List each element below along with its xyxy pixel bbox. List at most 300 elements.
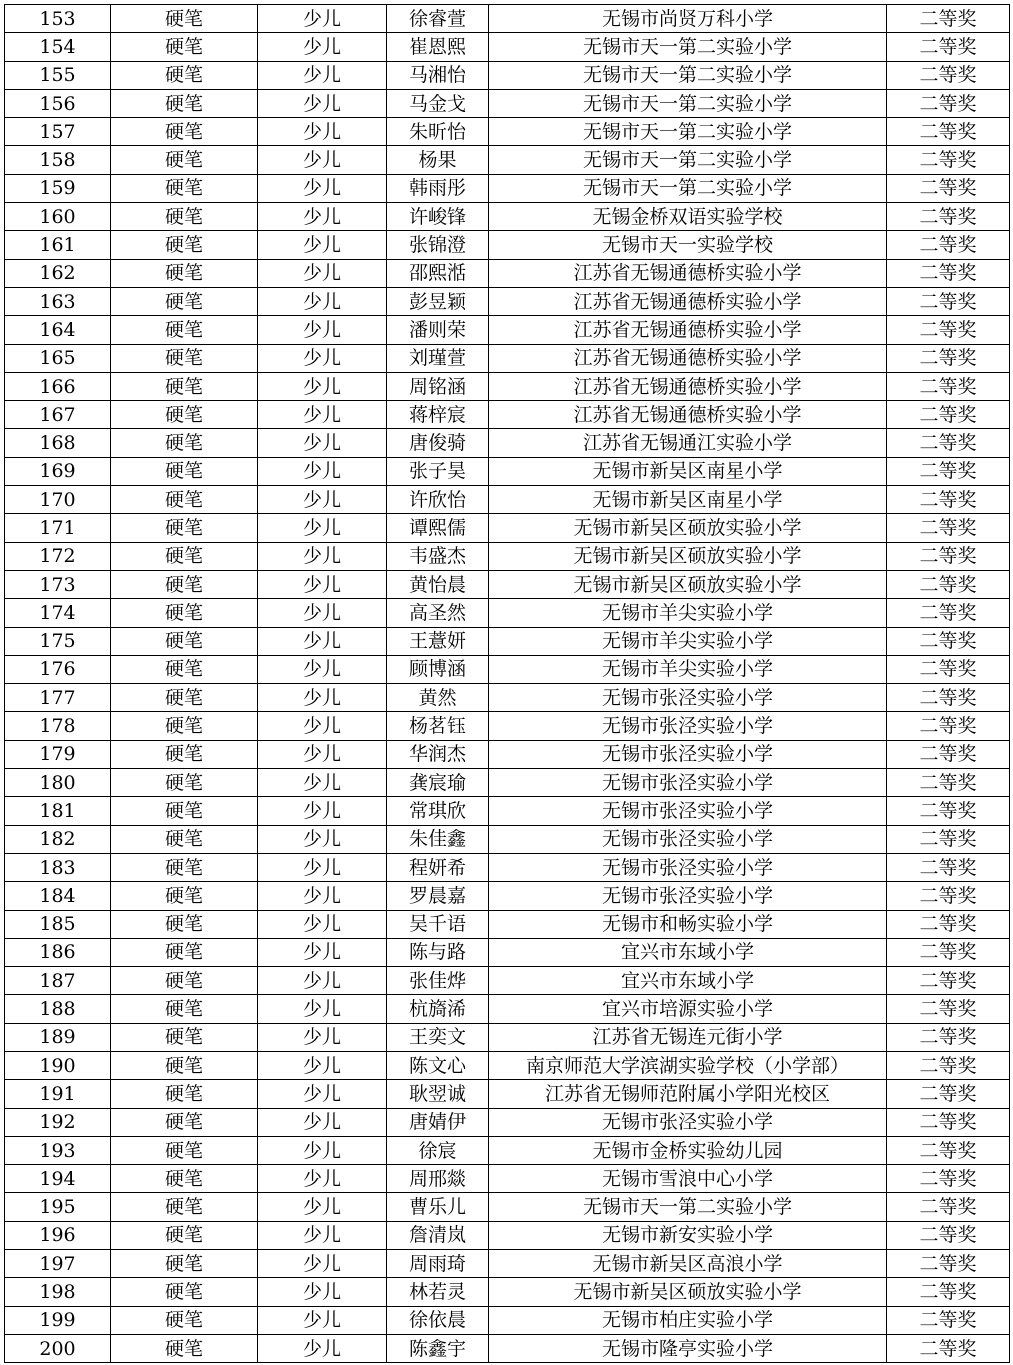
name-cell: 刘瑾萱: [387, 344, 489, 372]
group-cell: 少儿: [258, 514, 387, 542]
award-cell: 二等奖: [887, 1334, 1010, 1362]
category-cell: 硬笔: [111, 1080, 258, 1108]
name-cell: 周铭涵: [387, 372, 489, 400]
row-number-cell: 163: [5, 287, 111, 315]
table-row: [5, 89, 1010, 117]
name-cell: 许欣怡: [387, 486, 489, 514]
row-number-cell: 173: [5, 570, 111, 598]
table-row: [5, 287, 1010, 315]
table-row: [5, 457, 1010, 485]
group-cell: 少儿: [258, 486, 387, 514]
table-row: [5, 1023, 1010, 1051]
award-cell: 二等奖: [887, 372, 1010, 400]
table-row: [5, 486, 1010, 514]
school-cell: 无锡市羊尖实验小学: [489, 655, 887, 683]
award-cell: 二等奖: [887, 1193, 1010, 1221]
group-cell: 少儿: [258, 1334, 387, 1362]
category-cell: 硬笔: [111, 825, 258, 853]
name-cell: 杨茗钰: [387, 712, 489, 740]
category-cell: 硬笔: [111, 1108, 258, 1136]
school-cell: 无锡市天一第二实验小学: [489, 174, 887, 202]
group-cell: 少儿: [258, 1080, 387, 1108]
group-cell: 少儿: [258, 372, 387, 400]
award-cell: 二等奖: [887, 316, 1010, 344]
award-cell: 二等奖: [887, 203, 1010, 231]
category-cell: 硬笔: [111, 1250, 258, 1278]
row-number-cell: 191: [5, 1080, 111, 1108]
row-number-cell: 176: [5, 655, 111, 683]
school-cell: 宜兴市东域小学: [489, 938, 887, 966]
award-list-table: [4, 4, 1010, 1363]
table-row: [5, 1306, 1010, 1334]
category-cell: 硬笔: [111, 287, 258, 315]
table-row: [5, 599, 1010, 627]
award-cell: 二等奖: [887, 5, 1010, 33]
category-cell: 硬笔: [111, 429, 258, 457]
row-number-cell: 156: [5, 89, 111, 117]
table-row: [5, 995, 1010, 1023]
name-cell: 华润杰: [387, 740, 489, 768]
row-number-cell: 186: [5, 938, 111, 966]
name-cell: 黄然: [387, 684, 489, 712]
award-cell: 二等奖: [887, 1108, 1010, 1136]
row-number-cell: 172: [5, 542, 111, 570]
group-cell: 少儿: [258, 1136, 387, 1164]
table-row: [5, 429, 1010, 457]
name-cell: 高圣然: [387, 599, 489, 627]
award-cell: 二等奖: [887, 542, 1010, 570]
school-cell: 无锡市新吴区硕放实验小学: [489, 570, 887, 598]
category-cell: 硬笔: [111, 910, 258, 938]
school-cell: 无锡市新吴区硕放实验小学: [489, 542, 887, 570]
name-cell: 徐依晨: [387, 1306, 489, 1334]
table-row: [5, 570, 1010, 598]
category-cell: 硬笔: [111, 1136, 258, 1164]
award-cell: 二等奖: [887, 146, 1010, 174]
table-row: [5, 797, 1010, 825]
row-number-cell: 198: [5, 1278, 111, 1306]
row-number-cell: 199: [5, 1306, 111, 1334]
award-cell: 二等奖: [887, 655, 1010, 683]
name-cell: 曹乐儿: [387, 1193, 489, 1221]
row-number-cell: 189: [5, 1023, 111, 1051]
row-number-cell: 179: [5, 740, 111, 768]
name-cell: 张佳烨: [387, 967, 489, 995]
name-cell: 许峻锋: [387, 203, 489, 231]
school-cell: 无锡市新吴区硕放实验小学: [489, 514, 887, 542]
group-cell: 少儿: [258, 429, 387, 457]
table-row: [5, 825, 1010, 853]
row-number-cell: 160: [5, 203, 111, 231]
category-cell: 硬笔: [111, 797, 258, 825]
category-cell: 硬笔: [111, 1221, 258, 1249]
award-cell: 二等奖: [887, 514, 1010, 542]
table-row: [5, 1051, 1010, 1079]
name-cell: 周邢燚: [387, 1165, 489, 1193]
row-number-cell: 177: [5, 684, 111, 712]
category-cell: 硬笔: [111, 372, 258, 400]
group-cell: 少儿: [258, 995, 387, 1023]
row-number-cell: 183: [5, 853, 111, 881]
table-row: [5, 174, 1010, 202]
category-cell: 硬笔: [111, 203, 258, 231]
row-number-cell: 178: [5, 712, 111, 740]
school-cell: 无锡市天一第二实验小学: [489, 89, 887, 117]
group-cell: 少儿: [258, 316, 387, 344]
table-row: [5, 401, 1010, 429]
group-cell: 少儿: [258, 542, 387, 570]
category-cell: 硬笔: [111, 1051, 258, 1079]
table-row: [5, 118, 1010, 146]
table-row: [5, 769, 1010, 797]
category-cell: 硬笔: [111, 740, 258, 768]
table-row: [5, 1250, 1010, 1278]
category-cell: 硬笔: [111, 655, 258, 683]
school-cell: 无锡市柏庄实验小学: [489, 1306, 887, 1334]
school-cell: 无锡市张泾实验小学: [489, 825, 887, 853]
award-cell: 二等奖: [887, 1221, 1010, 1249]
row-number-cell: 154: [5, 33, 111, 61]
group-cell: 少儿: [258, 1108, 387, 1136]
name-cell: 吴千语: [387, 910, 489, 938]
award-cell: 二等奖: [887, 712, 1010, 740]
school-cell: 无锡市张泾实验小学: [489, 882, 887, 910]
name-cell: 韩雨彤: [387, 174, 489, 202]
name-cell: 徐宸: [387, 1136, 489, 1164]
category-cell: 硬笔: [111, 1278, 258, 1306]
name-cell: 陈文心: [387, 1051, 489, 1079]
name-cell: 唐俊骑: [387, 429, 489, 457]
group-cell: 少儿: [258, 1051, 387, 1079]
row-number-cell: 159: [5, 174, 111, 202]
award-cell: 二等奖: [887, 287, 1010, 315]
name-cell: 王奕文: [387, 1023, 489, 1051]
category-cell: 硬笔: [111, 316, 258, 344]
table-row: [5, 712, 1010, 740]
award-cell: 二等奖: [887, 401, 1010, 429]
school-cell: 无锡市张泾实验小学: [489, 740, 887, 768]
school-cell: 无锡市雪浪中心小学: [489, 1165, 887, 1193]
school-cell: 无锡市和畅实验小学: [489, 910, 887, 938]
row-number-cell: 153: [5, 5, 111, 33]
school-cell: 无锡市天一第二实验小学: [489, 146, 887, 174]
award-cell: 二等奖: [887, 684, 1010, 712]
award-list-body: [5, 5, 1010, 1363]
name-cell: 马湘怡: [387, 61, 489, 89]
category-cell: 硬笔: [111, 1023, 258, 1051]
award-cell: 二等奖: [887, 938, 1010, 966]
table-row: [5, 1108, 1010, 1136]
school-cell: 江苏省无锡通德桥实验小学: [489, 344, 887, 372]
award-cell: 二等奖: [887, 797, 1010, 825]
school-cell: 江苏省无锡通德桥实验小学: [489, 372, 887, 400]
school-cell: 无锡金桥双语实验学校: [489, 203, 887, 231]
award-cell: 二等奖: [887, 1165, 1010, 1193]
table-row: [5, 655, 1010, 683]
school-cell: 无锡市张泾实验小学: [489, 853, 887, 881]
name-cell: 彭昱颖: [387, 287, 489, 315]
award-cell: 二等奖: [887, 1278, 1010, 1306]
category-cell: 硬笔: [111, 344, 258, 372]
name-cell: 潘则荣: [387, 316, 489, 344]
school-cell: 无锡市天一第二实验小学: [489, 61, 887, 89]
table-row: [5, 1136, 1010, 1164]
school-cell: 江苏省无锡通德桥实验小学: [489, 316, 887, 344]
row-number-cell: 168: [5, 429, 111, 457]
category-cell: 硬笔: [111, 769, 258, 797]
name-cell: 王薏妍: [387, 627, 489, 655]
category-cell: 硬笔: [111, 231, 258, 259]
school-cell: 无锡市羊尖实验小学: [489, 627, 887, 655]
row-number-cell: 157: [5, 118, 111, 146]
award-cell: 二等奖: [887, 1080, 1010, 1108]
category-cell: 硬笔: [111, 1165, 258, 1193]
name-cell: 蒋梓宸: [387, 401, 489, 429]
award-cell: 二等奖: [887, 1023, 1010, 1051]
row-number-cell: 158: [5, 146, 111, 174]
name-cell: 常琪欣: [387, 797, 489, 825]
category-cell: 硬笔: [111, 61, 258, 89]
category-cell: 硬笔: [111, 514, 258, 542]
row-number-cell: 182: [5, 825, 111, 853]
award-cell: 二等奖: [887, 89, 1010, 117]
name-cell: 张子昊: [387, 457, 489, 485]
row-number-cell: 171: [5, 514, 111, 542]
name-cell: 程妍希: [387, 853, 489, 881]
award-cell: 二等奖: [887, 1051, 1010, 1079]
row-number-cell: 193: [5, 1136, 111, 1164]
group-cell: 少儿: [258, 1306, 387, 1334]
name-cell: 朱佳鑫: [387, 825, 489, 853]
table-row: [5, 146, 1010, 174]
school-cell: 江苏省无锡师范附属小学阳光校区: [489, 1080, 887, 1108]
table-row: [5, 259, 1010, 287]
award-cell: 二等奖: [887, 599, 1010, 627]
name-cell: 陈与路: [387, 938, 489, 966]
school-cell: 无锡市新吴区硕放实验小学: [489, 1278, 887, 1306]
category-cell: 硬笔: [111, 486, 258, 514]
category-cell: 硬笔: [111, 5, 258, 33]
name-cell: 龚宸瑜: [387, 769, 489, 797]
row-number-cell: 181: [5, 797, 111, 825]
category-cell: 硬笔: [111, 995, 258, 1023]
group-cell: 少儿: [258, 967, 387, 995]
award-cell: 二等奖: [887, 61, 1010, 89]
award-cell: 二等奖: [887, 174, 1010, 202]
award-cell: 二等奖: [887, 1306, 1010, 1334]
name-cell: 谭熙儒: [387, 514, 489, 542]
group-cell: 少儿: [258, 853, 387, 881]
award-cell: 二等奖: [887, 769, 1010, 797]
group-cell: 少儿: [258, 146, 387, 174]
category-cell: 硬笔: [111, 599, 258, 627]
school-cell: 江苏省无锡通德桥实验小学: [489, 259, 887, 287]
table-row: [5, 372, 1010, 400]
group-cell: 少儿: [258, 684, 387, 712]
name-cell: 周雨琦: [387, 1250, 489, 1278]
category-cell: 硬笔: [111, 712, 258, 740]
school-cell: 无锡市新吴区高浪小学: [489, 1250, 887, 1278]
category-cell: 硬笔: [111, 401, 258, 429]
school-cell: 无锡市张泾实验小学: [489, 769, 887, 797]
group-cell: 少儿: [258, 259, 387, 287]
category-cell: 硬笔: [111, 174, 258, 202]
award-cell: 二等奖: [887, 486, 1010, 514]
group-cell: 少儿: [258, 5, 387, 33]
table-row: [5, 542, 1010, 570]
group-cell: 少儿: [258, 287, 387, 315]
row-number-cell: 162: [5, 259, 111, 287]
group-cell: 少儿: [258, 174, 387, 202]
row-number-cell: 196: [5, 1221, 111, 1249]
category-cell: 硬笔: [111, 627, 258, 655]
table-row: [5, 853, 1010, 881]
table-row: [5, 1221, 1010, 1249]
name-cell: 马金戈: [387, 89, 489, 117]
group-cell: 少儿: [258, 1023, 387, 1051]
group-cell: 少儿: [258, 1165, 387, 1193]
category-cell: 硬笔: [111, 684, 258, 712]
group-cell: 少儿: [258, 740, 387, 768]
name-cell: 韦盛杰: [387, 542, 489, 570]
award-cell: 二等奖: [887, 33, 1010, 61]
row-number-cell: 165: [5, 344, 111, 372]
group-cell: 少儿: [258, 627, 387, 655]
name-cell: 耿翌诚: [387, 1080, 489, 1108]
school-cell: 无锡市张泾实验小学: [489, 712, 887, 740]
row-number-cell: 200: [5, 1334, 111, 1362]
row-number-cell: 161: [5, 231, 111, 259]
row-number-cell: 195: [5, 1193, 111, 1221]
award-cell: 二等奖: [887, 570, 1010, 598]
award-cell: 二等奖: [887, 344, 1010, 372]
table-row: [5, 33, 1010, 61]
school-cell: 南京师范大学滨湖实验学校（小学部）: [489, 1051, 887, 1079]
award-cell: 二等奖: [887, 259, 1010, 287]
school-cell: 江苏省无锡通江实验小学: [489, 429, 887, 457]
name-cell: 顾博涵: [387, 655, 489, 683]
row-number-cell: 166: [5, 372, 111, 400]
table-row: [5, 1165, 1010, 1193]
group-cell: 少儿: [258, 33, 387, 61]
row-number-cell: 185: [5, 910, 111, 938]
award-cell: 二等奖: [887, 429, 1010, 457]
name-cell: 陈鑫宇: [387, 1334, 489, 1362]
table-row: [5, 740, 1010, 768]
group-cell: 少儿: [258, 910, 387, 938]
school-cell: 江苏省无锡连元街小学: [489, 1023, 887, 1051]
school-cell: 江苏省无锡通德桥实验小学: [489, 401, 887, 429]
award-cell: 二等奖: [887, 1136, 1010, 1164]
group-cell: 少儿: [258, 825, 387, 853]
school-cell: 无锡市张泾实验小学: [489, 1108, 887, 1136]
name-cell: 詹清岚: [387, 1221, 489, 1249]
award-cell: 二等奖: [887, 825, 1010, 853]
school-cell: 无锡市张泾实验小学: [489, 797, 887, 825]
category-cell: 硬笔: [111, 33, 258, 61]
category-cell: 硬笔: [111, 118, 258, 146]
group-cell: 少儿: [258, 401, 387, 429]
name-cell: 唐婧伊: [387, 1108, 489, 1136]
name-cell: 朱昕怡: [387, 118, 489, 146]
row-number-cell: 170: [5, 486, 111, 514]
row-number-cell: 167: [5, 401, 111, 429]
group-cell: 少儿: [258, 89, 387, 117]
school-cell: 无锡市隆亭实验小学: [489, 1334, 887, 1362]
table-row: [5, 1080, 1010, 1108]
table-row: [5, 316, 1010, 344]
award-cell: 二等奖: [887, 1250, 1010, 1278]
category-cell: 硬笔: [111, 457, 258, 485]
row-number-cell: 169: [5, 457, 111, 485]
school-cell: 无锡市天一第二实验小学: [489, 118, 887, 146]
group-cell: 少儿: [258, 769, 387, 797]
school-cell: 江苏省无锡通德桥实验小学: [489, 287, 887, 315]
school-cell: 无锡市天一实验学校: [489, 231, 887, 259]
school-cell: 无锡市新安实验小学: [489, 1221, 887, 1249]
table-row: [5, 684, 1010, 712]
name-cell: 杭旖浠: [387, 995, 489, 1023]
category-cell: 硬笔: [111, 1334, 258, 1362]
award-cell: 二等奖: [887, 853, 1010, 881]
category-cell: 硬笔: [111, 89, 258, 117]
school-cell: 宜兴市东域小学: [489, 967, 887, 995]
row-number-cell: 197: [5, 1250, 111, 1278]
name-cell: 崔恩熙: [387, 33, 489, 61]
group-cell: 少儿: [258, 118, 387, 146]
row-number-cell: 194: [5, 1165, 111, 1193]
name-cell: 林若灵: [387, 1278, 489, 1306]
school-cell: 无锡市金桥实验幼儿园: [489, 1136, 887, 1164]
name-cell: 张锦澄: [387, 231, 489, 259]
award-cell: 二等奖: [887, 882, 1010, 910]
group-cell: 少儿: [258, 1250, 387, 1278]
category-cell: 硬笔: [111, 1193, 258, 1221]
school-cell: 无锡市张泾实验小学: [489, 684, 887, 712]
group-cell: 少儿: [258, 599, 387, 627]
group-cell: 少儿: [258, 1221, 387, 1249]
row-number-cell: 190: [5, 1051, 111, 1079]
table-row: [5, 938, 1010, 966]
table-row: [5, 1278, 1010, 1306]
table-row: [5, 967, 1010, 995]
award-cell: 二等奖: [887, 457, 1010, 485]
name-cell: 罗晨嘉: [387, 882, 489, 910]
table-row: [5, 910, 1010, 938]
group-cell: 少儿: [258, 61, 387, 89]
award-cell: 二等奖: [887, 910, 1010, 938]
table-row: [5, 514, 1010, 542]
group-cell: 少儿: [258, 938, 387, 966]
school-cell: 无锡市新吴区南星小学: [489, 457, 887, 485]
award-cell: 二等奖: [887, 995, 1010, 1023]
category-cell: 硬笔: [111, 1306, 258, 1334]
school-cell: 宜兴市培源实验小学: [489, 995, 887, 1023]
table-row: [5, 5, 1010, 33]
table-row: [5, 231, 1010, 259]
school-cell: 无锡市羊尖实验小学: [489, 599, 887, 627]
group-cell: 少儿: [258, 231, 387, 259]
school-cell: 无锡市新吴区南星小学: [489, 486, 887, 514]
table-row: [5, 344, 1010, 372]
school-cell: 无锡市天一第二实验小学: [489, 1193, 887, 1221]
school-cell: 无锡市天一第二实验小学: [489, 33, 887, 61]
name-cell: 邵熙湉: [387, 259, 489, 287]
category-cell: 硬笔: [111, 570, 258, 598]
name-cell: 徐睿萱: [387, 5, 489, 33]
table-row: [5, 627, 1010, 655]
row-number-cell: 192: [5, 1108, 111, 1136]
